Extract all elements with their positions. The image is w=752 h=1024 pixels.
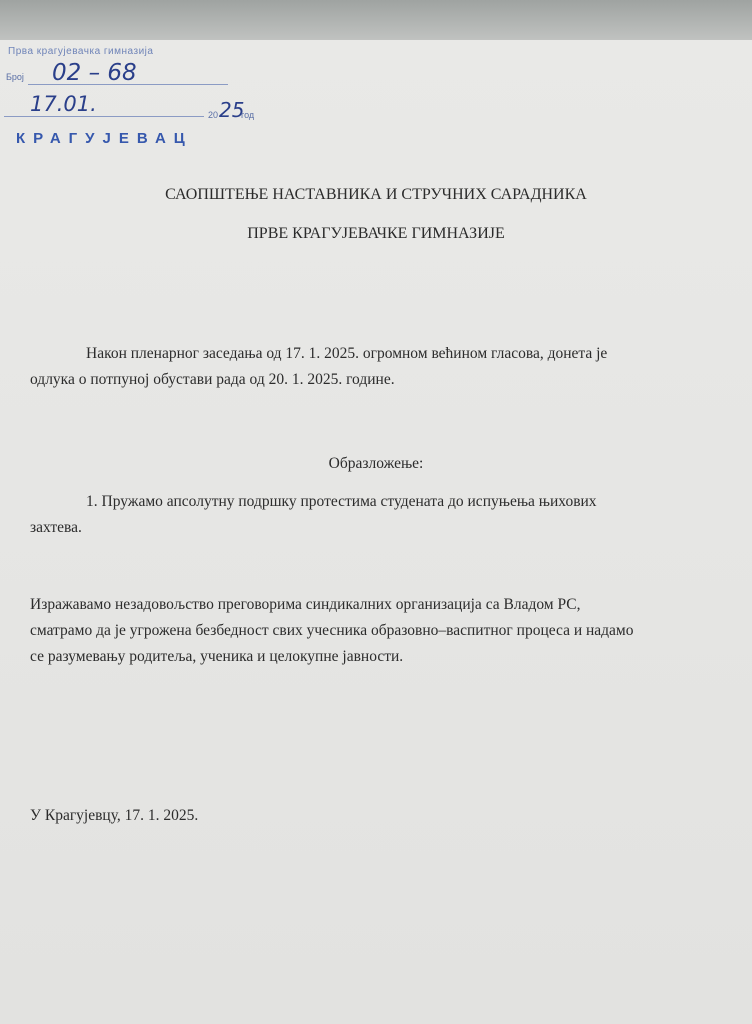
reasoning-heading: Образложење: (328, 455, 424, 472)
stamp-year-prefix: 20 (208, 110, 219, 120)
stamp-date-line (4, 116, 204, 117)
reasoning-item-line-1: 1. Пружамо апсолутну подршку протестима студената до испуњења њихових (86, 493, 597, 510)
registration-stamp (0, 40, 260, 152)
reasoning-item (30, 489, 597, 541)
stamp-city: КРАГУЈЕВАЦ (16, 130, 193, 147)
stamp-year-handwritten: 25 (219, 98, 245, 122)
document-page (0, 40, 752, 1024)
stamp-number-handwritten: 02 – 68 (52, 60, 137, 86)
reasoning-item-line-2: захтева. (30, 519, 82, 536)
place-and-date: У Крагујевцу, 17. 1. 2025. (30, 807, 199, 824)
document-title-line2: ПРВЕ КРАГУЈЕВАЧКЕ ГИМНАЗИЈЕ (247, 225, 505, 242)
stamp-year-suffix: год (241, 110, 255, 120)
statement-line-2: сматрамо да је угрожена безбедност свих учесника образовно–васпитног процеса и надамо (30, 622, 634, 639)
decision-paragraph (30, 341, 607, 393)
statement-paragraph (30, 592, 634, 670)
stamp-number-label: Број (6, 72, 24, 82)
document-title-line1: САОПШТЕЊЕ НАСТАВНИКА И СТРУЧНИХ САРАДНИКА (165, 186, 587, 203)
decision-line-2: одлука о потпуној обустави рада од 20. 1. 2025. године. (30, 371, 395, 388)
decision-line-1: Након пленарног заседања од 17. 1. 2025. огромном већином гласова, донета је (86, 345, 608, 362)
stamp-institution-name: Прва крагујевачка гимназија (8, 46, 154, 57)
stamp-date-handwritten: 17.01. (30, 92, 97, 116)
statement-line-3: се разумевању родитеља, ученика и целокупне јавности. (30, 648, 404, 665)
statement-line-1: Изражавамо незадовољство преговорима синдикалних организација са Владом РС, (30, 596, 581, 613)
